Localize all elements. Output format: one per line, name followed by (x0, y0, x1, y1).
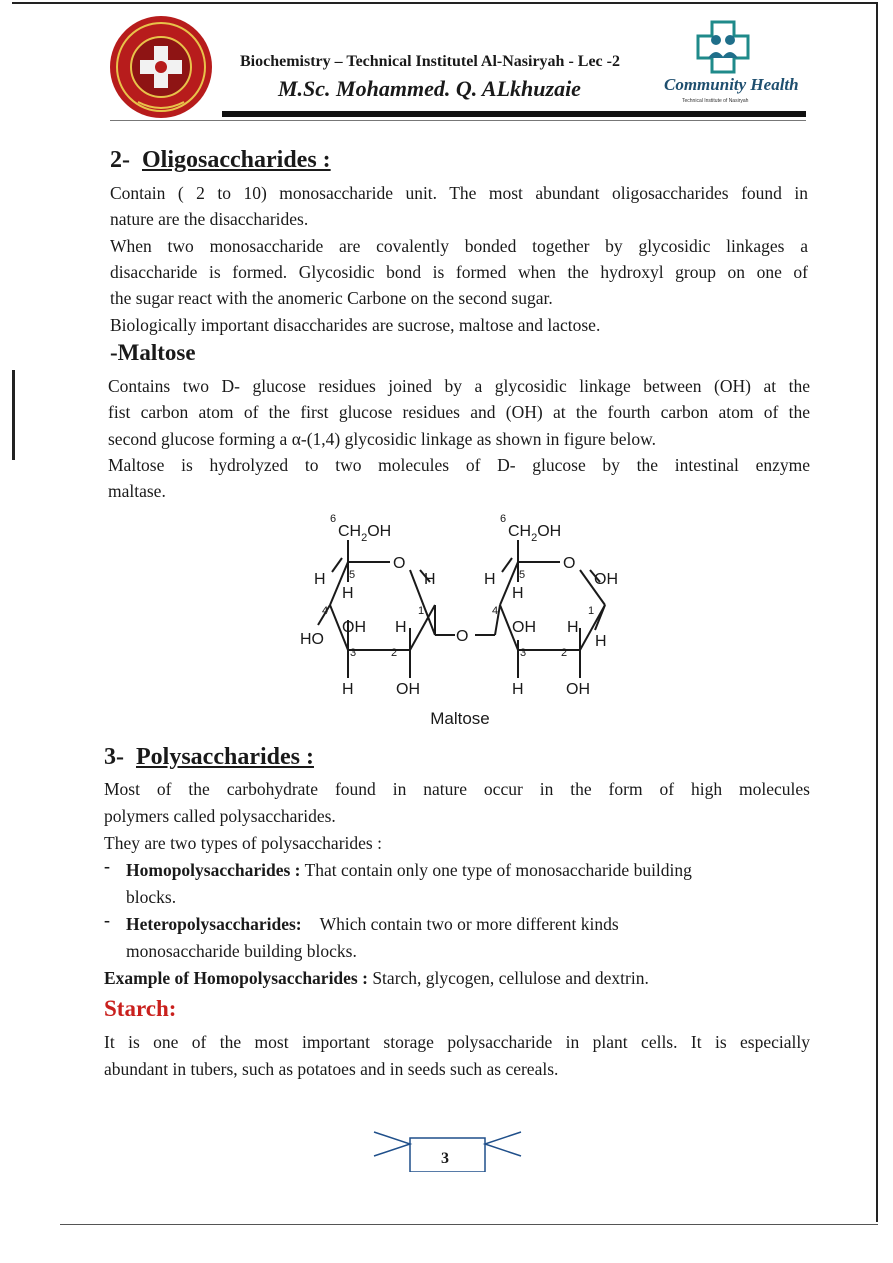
homopolysaccharide-examples (104, 965, 649, 991)
community-health-logo-text: Community Health (664, 75, 799, 94)
oh-label: OH (566, 681, 590, 698)
page-border-bottom (60, 1224, 878, 1225)
oh-label: OH (512, 619, 536, 636)
carbon-2-label: 2 (391, 647, 398, 659)
poly-paragraph-line: They are two types of polysaccharides : (104, 833, 382, 853)
h-label: H (314, 571, 326, 588)
h-label: H (512, 585, 524, 602)
oligo-paragraph-line: disaccharide is formed. Glycosidic bond is formed when the hydroxyl group on one of (110, 262, 808, 282)
carbon-3-label: 3 (350, 647, 357, 659)
header-rule (222, 111, 806, 117)
carbon-4-label: 4 (322, 605, 329, 617)
oligo-paragraph-line: the sugar react with the anomeric Carbone on the second sugar. (110, 288, 553, 308)
ho-label: HO (300, 631, 324, 648)
h-label: H (484, 571, 496, 588)
oligo-paragraph-line: When two monosaccharide are covalently bonded together by glycosidic linkages a (110, 236, 808, 256)
maltose-structure-figure (290, 510, 640, 740)
h-label: H (567, 619, 579, 636)
example-term: Example of Homopolysaccharides : (104, 968, 368, 988)
oligo-paragraph-line: Contain ( 2 to 10) monosaccharide unit. The most abundant oligosaccharides found in (110, 183, 808, 203)
carbon-6-label: 6 (330, 513, 337, 525)
h-label: H (395, 619, 407, 636)
bullet-text: That contain only one type of monosaccharide building (300, 860, 692, 880)
page-border-left-mark (12, 370, 15, 460)
oligo-paragraph-line: Biologically important disaccharides are sucrose, maltose and lactose. (110, 315, 601, 335)
oligo-paragraph-line: nature are the disaccharides. (110, 209, 309, 229)
oh-label: OH (342, 619, 366, 636)
page-border-right (876, 2, 878, 1222)
oh-label: OH (594, 571, 618, 588)
section-title: Oligosaccharides : (142, 147, 331, 173)
carbon-1-label: 1 (418, 605, 425, 617)
ch2oh-label: $CH_2OH$ (338, 523, 392, 544)
ch2oh-label: $CH_2OH$ (508, 523, 562, 544)
carbon-3-label: 3 (520, 647, 527, 659)
polysaccharides-heading (104, 744, 314, 771)
poly-paragraph-line: Most of the carbohydrate found in nature occur in the form of high molecules (104, 779, 810, 799)
ring-oxygen-label: O (563, 555, 576, 572)
carbon-1-label: 1 (588, 605, 595, 617)
bullet-term: Homopolysaccharides : (126, 860, 301, 880)
bullet-text: monosaccharide building blocks. (126, 941, 357, 961)
figure-caption: Maltose (430, 709, 490, 728)
h-label: H (595, 633, 607, 650)
h-label: H (424, 571, 436, 588)
carbon-2-label: 2 (561, 647, 568, 659)
bullet-marker: - (104, 910, 110, 930)
example-text: Starch, glycogen, cellulose and dextrin. (367, 968, 649, 988)
page-number: 3 (441, 1150, 449, 1167)
carbon-5-label: 5 (349, 569, 356, 581)
maltose-paragraph-line: maltase. (108, 481, 166, 501)
bullet-term: Heteropolysaccharides: (126, 914, 302, 934)
header-rule-thin (110, 120, 806, 121)
starch-heading: Starch: (104, 996, 177, 1021)
community-health-logo-icon (660, 14, 805, 106)
university-seal-icon (108, 14, 214, 120)
oh-label: OH (396, 681, 420, 698)
maltose-paragraph-line: fist carbon atom of the first glucose residues and (OH) at the fourth carbon atom of the (108, 402, 810, 422)
maltose-heading: -Maltose (110, 340, 196, 365)
starch-paragraph-line: abundant in tubers, such as potatoes and in seeds such as cereals. (104, 1059, 559, 1079)
carbon-5-label: 5 (519, 569, 526, 581)
starch-paragraph-line: It is one of the most important storage polysaccharide in plant cells. It is especially (104, 1032, 810, 1052)
page-border-top (12, 2, 878, 4)
maltose-paragraph-line: Maltose is hydrolyzed to two molecules of D- glucose by the intestinal enzyme (108, 455, 810, 475)
h-label: H (512, 681, 524, 698)
carbon-6-label: 6 (500, 513, 507, 525)
bullet-text: Which contain two or more different kinds (319, 914, 619, 934)
bullet-heteropolysaccharides (126, 911, 619, 937)
h-label: H (342, 585, 354, 602)
ring-oxygen-label: O (393, 555, 406, 572)
bullet-text: blocks. (126, 887, 177, 907)
poly-paragraph-line: polymers called polysaccharides. (104, 806, 336, 826)
oligosaccharides-heading (110, 147, 331, 174)
author-name: M.Sc. Mohammed. Q. ALkhuzaie (278, 76, 581, 101)
carbon-4-label: 4 (492, 605, 499, 617)
maltose-paragraph-line: second glucose forming a α-(1,4) glycosidic linkage as shown in figure below. (108, 429, 656, 449)
section-title: Polysaccharides : (136, 744, 314, 770)
community-health-logo-subtext: Technical Institute of Nasiryah (682, 98, 749, 104)
bullet-marker: - (104, 856, 110, 876)
bullet-homopolysaccharides (126, 857, 812, 883)
course-title: Biochemistry – Technical Institutel Al-Nasiryah - Lec -2 (240, 53, 620, 70)
section-number: 3- (104, 744, 124, 770)
glycosidic-oxygen-label: O (456, 628, 469, 645)
h-label: H (342, 681, 354, 698)
maltose-paragraph-line: Contains two D- glucose residues joined by a glycosidic linkage between (OH) at the (108, 376, 810, 396)
section-number: 2- (110, 147, 130, 173)
